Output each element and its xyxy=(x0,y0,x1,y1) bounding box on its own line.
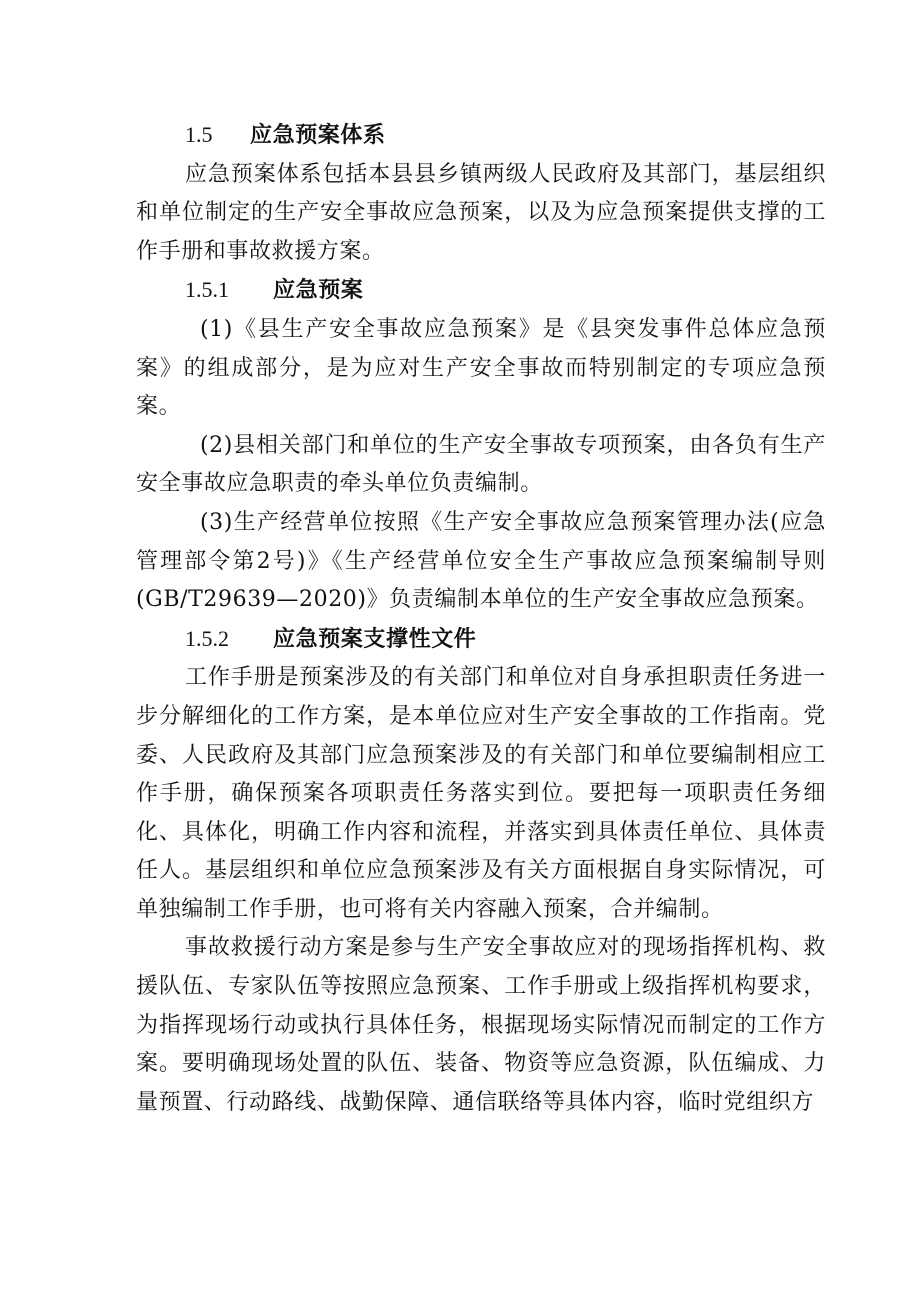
subsection-number: 1.5.1 xyxy=(185,277,229,303)
section-title: 应急预案体系 xyxy=(250,123,386,148)
body-paragraph: 事故救援行动方案是参与生产安全事故应对的现场指挥机构、救援队伍、专家队伍等按照应急预案、工作手册或上级指挥机构要求，为指挥现场行动或执行具体任务，根据现场实际情况而制定的工作方案。要明确现场处置的队伍、装备、物资等应急资源，队伍编成、力量预置、行动路线、战勤保障、通信联络等具体内容，临时党组织方 xyxy=(136,935,826,1115)
section-heading xyxy=(136,116,826,156)
subsection-number: 1.5.2 xyxy=(185,625,229,651)
document-body xyxy=(136,116,826,1122)
subsection-title: 应急预案 xyxy=(273,278,364,304)
list-item: (3)生产经营单位按照《生产安全事故应急预案管理办法(应急管理部令第2号)》《生产经营单位安全生产事故应急预案编制导则(GB/T29639—2020)》负责编制本单位的生产安全事故应急预案。 xyxy=(136,509,826,613)
subsection-title: 应急预案支撑性文件 xyxy=(273,626,477,652)
subsection-heading-1 xyxy=(136,271,826,311)
section-intro-paragraph: 应急预案体系包括本县县乡镇两级人民政府及其部门，基层组织和单位制定的生产安全事故应急预案，以及为应急预案提供支撑的工作手册和事故救援方案。 xyxy=(136,161,826,264)
list-item: (1)《县生产安全事故应急预案》是《县突发事件总体应急预案》的组成部分，是为应对生产安全事故而特别制定的专项应急预案。 xyxy=(136,316,826,420)
section-number: 1.5 xyxy=(185,122,213,147)
body-paragraph: 工作手册是预案涉及的有关部门和单位对自身承担职责任务进一步分解细化的工作方案，是本单位应对生产安全事故的工作指南。党委、人民政府及其部门应急预案涉及的有关部门和单位要编制相应工作手册，确保预案各项职责任务落实到位。要把每一项职责任务细化、具体化，明确工作内容和流程，并落实到具体责任单位、具体责任人。基层组织和单位应急预案涉及有关方面根据自身实际情况，可单独编制工作手册，也可将有关内容融入预案，合并编制。 xyxy=(136,665,826,922)
subsection-heading-2 xyxy=(136,620,826,660)
list-item: (2)县相关部门和单位的生产安全事故专项预案，由各负有生产安全事故应急职责的牵头单位负责编制。 xyxy=(136,432,826,497)
